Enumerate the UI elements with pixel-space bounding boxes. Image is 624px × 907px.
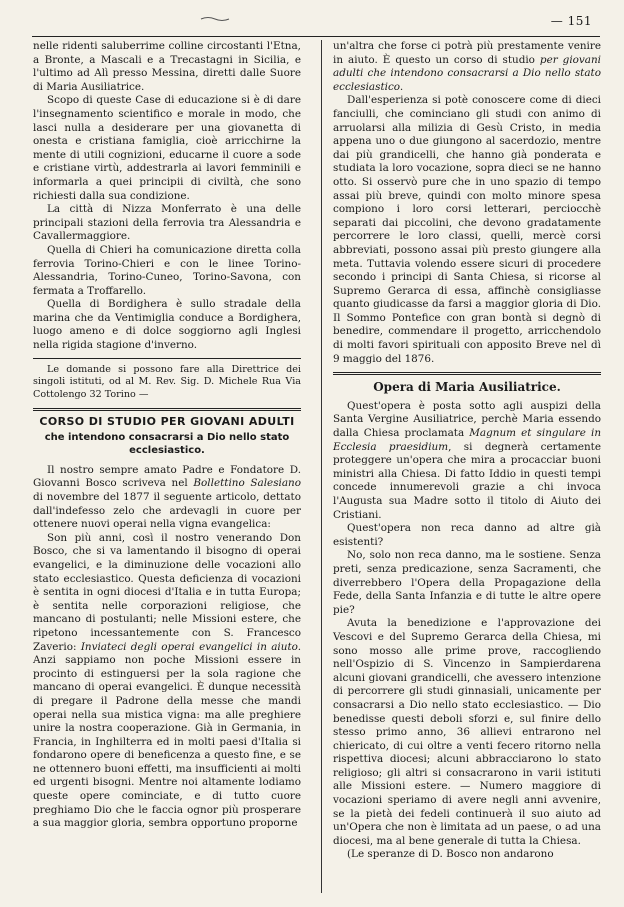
article-paragraph: Il nostro sempre amato Padre e Fondatore D. Giovanni Bosco scriveva nel Bollettino Salesiano di novembre del 1877 il seguente articolo, dettato dall'indefesso zelo che ardevagli in cuore per ottenere nuovi operai nella vigna evangelica: bbox=[33, 463, 301, 531]
notice-text: Le domande si possono fare alla Direttrice dei singoli istituti, od al M. Rev. Sig. D. Michele Rua Via Cottolengo 32 Torino — bbox=[33, 363, 301, 401]
opera-paragraph: Quest'opera non reca danno ad altre già esistenti? bbox=[333, 522, 601, 548]
left-paragraph: Quella di Bordighera è sullo stradale della marina che da Ventimiglia conduce a Bordighera, luogo ameno e di dolce soggiorno agli Inglesi nella rigida stagione d'inverno. bbox=[33, 298, 301, 352]
left-column bbox=[33, 40, 301, 831]
section-divider bbox=[33, 408, 301, 411]
opera-paragraph: (Le speranze di D. Bosco non andarono bbox=[347, 848, 554, 861]
opera-paragraph: Avuta la benedizione e l'approvazione dei Vescovi e del Supremo Gerarca della Chiesa, mi sono mosso alle prime prove, raccogliendo nell'Ospizio di S. Vincenzo in Sampierdarena alcuni giovani grandicelli, che avessero intenzione di percorrere gli studi ginnasiali, unicamente per consacrarsi a Dio nello stato ecclesiastico. — Dio benedisse questi deboli sforzi e, sul finire dello stesso primo anno, 36 allievi entrarono nel chiericato, di cui oltre a venti fecero ritorno nella rispettiva diocesi; alcuni abbracciarono lo stato religioso; gli altri si consacrarono in varii istituti alle Missioni estere. — Numero maggiore di vocazioni speriamo di avere negli anni avvenire, se la pietà dei fedeli continuerà il suo aiuto ad un'Opera che non è limitata ad un paese, o ad una diocesi, ma al bene generale di tutta la Chiesa. bbox=[333, 617, 601, 847]
page-number: — 151 bbox=[550, 14, 592, 28]
header-rule bbox=[32, 36, 600, 37]
left-paragraph: La città di Nizza Monferrato è una delle principali stazioni della ferrovia tra Alessandria e Cavallermaggiore. bbox=[33, 203, 301, 243]
left-paragraph: Quella di Chieri ha comunicazione diretta colla ferrovia Torino-Chieri e con le linee Torino-Alessandria, Torino-Cuneo, Torino-Savona, con fermata a Troffarello. bbox=[33, 243, 301, 297]
opera-paragraph: No, solo non reca danno, ma le sostiene. Senza preti, senza predicazione, senza Sacramenti, che diverrebbero l'Opera della Propagazione della Fede, della Santa Infanzia e di tutte le altre opere pie? bbox=[333, 549, 601, 616]
section-divider bbox=[333, 372, 601, 375]
section-subtitle: che intendono consacrarsi a Dio nello stato ecclesiastico. bbox=[44, 431, 290, 457]
section-title: CORSO DI STUDIO PER GIOVANI ADULTI bbox=[39, 415, 295, 429]
left-paragraph: Scopo di queste Case di educazione si è di dare l'insegnamento scientifico e morale in modo, che lasci nulla a desiderare per una giovanetta di onesta e cristiana famiglia, cioè arricchirne la mente di utili cognizioni, educarne il cuore a sode e cristiane virtù, addestrarla ai lavori femminili e informarla a quei principii di civiltà, che sono richiesti dalla sua condizione. bbox=[33, 94, 301, 202]
ornament-mark bbox=[200, 16, 230, 22]
article-paragraph: un'altra che forse ci potrà più prestamente venire in aiuto. È questo un corso di studio per giovani adulti che intendono consacrarsi a Dio nello stato ecclesiastico. bbox=[333, 40, 601, 93]
opera-paragraph: Quest'opera è posta sotto agli auspizi della Santa Vergine Ausiliatrice, perchè Maria essendo dalla Chiesa proclamata Magnum et singulare in Ecclesia praesidium, si degnerà certamente proteggere un'opera che mira a procacciar buoni ministri alla Chiesa. Di fatto Iddio in questi tempi concede innumerevoli grazie a chi invoca l'Augusta sua Madre sotto il titolo di Aiuto dei Cristiani. bbox=[333, 399, 602, 521]
divider bbox=[33, 358, 301, 359]
left-paragraph: nelle ridenti saluberrime colline circostanti l'Etna, a Bronte, a Mascali e a Trecastagni in Sicilia, e l'ultimo ad Alì presso Messina, diretti dalle Suore di Maria Ausiliatrice. bbox=[33, 40, 301, 93]
right-column bbox=[333, 40, 601, 862]
article-paragraph: Son più anni, così il nostro venerando Don Bosco, che si va lamentando il bisogno di operai evangelici, e la diminuzione delle vocazioni allo stato ecclesiastico. Questa deficienza di vocazioni è sentita in ogni diocesi d'Italia e in tutta Europa; è sentita nelle corporazioni religiose, che mancano di postulanti; nelle Missioni estere, che ripetono incessantemente con S. Francesco Zaverio: Inviateci degli operai evangelici in aiuto. Anzi sappiamo non poche Missioni essere in procinto di estinguersi per la sola ragione che mancano di operai evangelici. È dunque necessità di pregare il Padrone della messe che mandi operai nella sua mistica vigna: ma alle preghiere unire la nostra cooperazione. Già in Germania, in Francia, in Inghilterra ed in molti paesi d'Italia si fondarono opere di beneficenza a questo fine, e se ne ottennero buoni effetti, ma insufficienti ai molti ed urgenti bisogni. Mentre noi altamente lodiamo queste opere cominciate, e di tutto cuore preghiamo Dio che le faccia ognor più prosperare a sua maggior gloria, sembra opportuno proporne bbox=[33, 531, 301, 830]
article-paragraph: Dall'esperienza si potè conoscere come di dieci fanciulli, che cominciano gli studi con animo di arruolarsi alla milizia di Gesù Cristo, in media appena uno o due giungono al sacerdozio, mentre dai più grandicelli, che hanno già ponderata e studiata la loro vocazione, sopra dieci se ne hanno otto. Si osservò pure che in uno spazio di tempo assai più breve, quindi con molto minore spesa compiono i loro corsi letterari, perciocchè separati dai piccolini, che devono gradatamente percorrere le loro classi, quelli, mercè corsi abbreviati, possono assai più presto giungere alla meta. Tuttavia volendo essere sicuri di procedere secondo i principi di Santa Chiesa, si ricorse al Supremo Gerarca di essa, affinchè consigliasse quanto giudicasse da farsi a maggior gloria di Dio. Il Sommo Pontefice con gran bontà si degnò di benedire, commendare il progetto, arricchendolo di molti favori spirituali con apposito Breve nel dì 9 maggio del 1876. bbox=[333, 94, 601, 365]
opera-title: Opera di Maria Ausiliatrice. bbox=[373, 380, 561, 395]
column-divider bbox=[321, 40, 322, 893]
